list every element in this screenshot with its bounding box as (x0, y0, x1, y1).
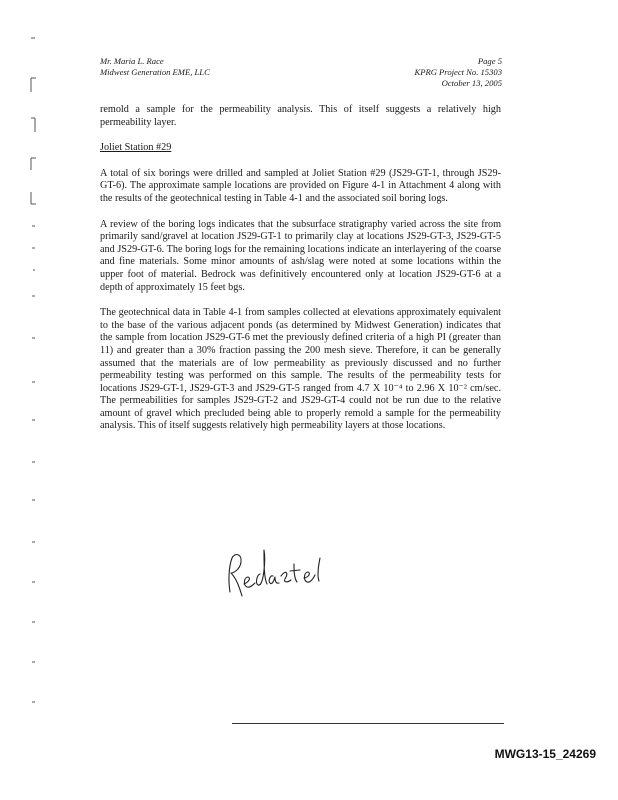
section-heading: Joliet Station #29 (100, 142, 172, 154)
letter-header-right (414, 56, 502, 89)
recipient-company: Midwest Generation EME, LLC (100, 67, 210, 77)
body-paragraph-2: A review of the boring logs indicates that the subsurface stratigraphy varied across the site from primarily sand/gravel at location JS29-GT-1 to primarily clay at locations JS29-GT-3, JS29-GT-5 and JS29-GT-6. The boring logs for the remaining locations indicate an interlayering of the coarse and fine materials. Some minor amounts of ash/slag were noted at some locations within the upper foot of material. Bedrock was definitively encountered only at location JS29-GT-6 at a depth of approximately 15 feet bgs. (100, 218, 501, 293)
handwritten-signature (224, 540, 324, 600)
letter-date: October 13, 2005 (441, 78, 502, 88)
body-paragraph-3: The geotechnical data in Table 4-1 from samples collected at elevations approximately equivalent to the base of the various adjacent ponds (as determined by Midwest Generation) indicates that the sample from location JS29-GT-6 met the previously defined criteria of a high PI (greater than 11) and greater than a 30% fraction passing the 200 mesh sieve. Therefore, it can be generally assumed that the materials are of low permeability as previously discussed and no further permeability testing was performed on this sample. The results of the permeability tests for locations JS29-GT-1, JS29-GT-3 and JS29-GT-5 ranged from 4.7 X 10⁻⁴ to 2.96 X 10⁻² cm/sec. The permeabilities for samples JS29-GT-2 and JS29-GT-4 could not be run due to the relative amount of gravel which precluded being able to properly remold a sample for the permeability analysis. This of itself suggests relatively high permeability layers at those locations. (100, 307, 501, 432)
recipient-name: Mr. Maria L. Race (100, 56, 164, 66)
body-paragraph-1: A total of six borings were drilled and sampled at Joliet Station #29 (JS29-GT-1, through JS29-GT-6). The approximate sample locations are provided on Figure 4-1 in Attachment 4 along with the results of the geotechnical testing in Table 4-1 and the associated soil boring logs. (100, 167, 501, 204)
project-number: KPRG Project No. 15303 (414, 67, 502, 77)
intro-paragraph: remold a sample for the permeability analysis. This of itself suggests a relatively high permeability layer. (100, 104, 501, 128)
scan-margin-marks (0, 0, 60, 800)
letter-header-left (100, 56, 210, 78)
page-number: Page 5 (477, 56, 502, 66)
document-body (100, 104, 501, 446)
bates-number: MWG13-15_24269 (494, 747, 596, 761)
signature-line (232, 723, 504, 724)
